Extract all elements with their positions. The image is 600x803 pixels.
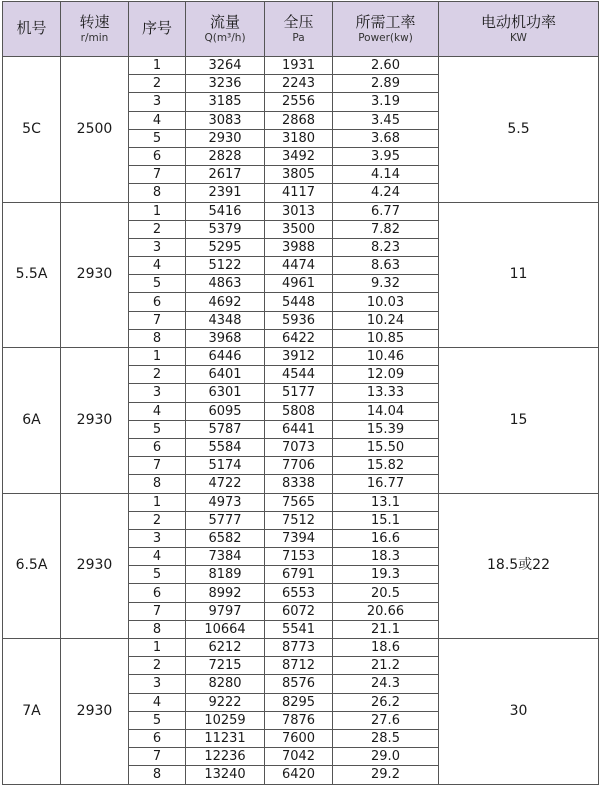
seq-cell: 6 [129, 293, 186, 311]
flow-cell: 4863 [186, 275, 265, 293]
flow-cell: 5174 [186, 457, 265, 475]
pressure-cell: 8338 [265, 475, 333, 493]
speed-cell: 2930 [61, 493, 129, 639]
seq-cell: 7 [129, 311, 186, 329]
pressure-cell: 7565 [265, 493, 333, 511]
seq-cell: 7 [129, 166, 186, 184]
power-cell: 15.39 [333, 420, 439, 438]
pressure-cell: 7512 [265, 511, 333, 529]
pressure-cell: 7153 [265, 548, 333, 566]
seq-cell: 4 [129, 402, 186, 420]
pressure-cell: 5448 [265, 293, 333, 311]
power-cell: 3.45 [333, 111, 439, 129]
power-cell: 16.77 [333, 475, 439, 493]
power-cell: 18.6 [333, 639, 439, 657]
pressure-cell: 4474 [265, 257, 333, 275]
seq-cell: 7 [129, 602, 186, 620]
flow-cell: 6446 [186, 348, 265, 366]
seq-cell: 1 [129, 493, 186, 511]
pressure-cell: 2243 [265, 75, 333, 93]
power-cell: 21.1 [333, 620, 439, 638]
seq-cell: 1 [129, 639, 186, 657]
flow-cell: 11231 [186, 729, 265, 747]
power-cell: 15.82 [333, 457, 439, 475]
pressure-cell: 8576 [265, 675, 333, 693]
pressure-cell: 3013 [265, 202, 333, 220]
seq-cell: 8 [129, 766, 186, 784]
header-speed: 转速 r/min [61, 2, 129, 57]
header-model: 机号 [3, 2, 61, 57]
header-motor-power: 电动机功率 KW [439, 2, 599, 57]
pressure-cell: 4117 [265, 184, 333, 202]
pressure-cell: 7042 [265, 748, 333, 766]
flow-cell: 10664 [186, 620, 265, 638]
flow-cell: 3968 [186, 329, 265, 347]
pressure-cell: 8773 [265, 639, 333, 657]
pressure-cell: 7394 [265, 529, 333, 547]
seq-cell: 2 [129, 657, 186, 675]
pressure-cell: 1931 [265, 57, 333, 75]
power-cell: 21.2 [333, 657, 439, 675]
power-cell: 10.03 [333, 293, 439, 311]
power-cell: 24.3 [333, 675, 439, 693]
pressure-cell: 8712 [265, 657, 333, 675]
flow-cell: 5787 [186, 420, 265, 438]
pressure-cell: 3912 [265, 348, 333, 366]
seq-cell: 3 [129, 93, 186, 111]
power-cell: 19.3 [333, 566, 439, 584]
header-seq: 序号 [129, 2, 186, 57]
flow-cell: 5379 [186, 220, 265, 238]
power-cell: 10.46 [333, 348, 439, 366]
seq-cell: 8 [129, 475, 186, 493]
power-cell: 29.2 [333, 766, 439, 784]
seq-cell: 6 [129, 438, 186, 456]
power-cell: 26.2 [333, 693, 439, 711]
power-cell: 13.1 [333, 493, 439, 511]
speed-cell: 2930 [61, 348, 129, 494]
seq-cell: 7 [129, 748, 186, 766]
flow-cell: 4692 [186, 293, 265, 311]
flow-cell: 6212 [186, 639, 265, 657]
motor-power-cell: 15 [439, 348, 599, 494]
pressure-cell: 6441 [265, 420, 333, 438]
table-body [3, 57, 599, 785]
power-cell: 3.68 [333, 129, 439, 147]
table-row [3, 639, 599, 657]
power-cell: 14.04 [333, 402, 439, 420]
model-cell: 5C [3, 57, 61, 203]
seq-cell: 4 [129, 111, 186, 129]
pressure-cell: 8295 [265, 693, 333, 711]
seq-cell: 8 [129, 329, 186, 347]
seq-cell: 8 [129, 184, 186, 202]
flow-cell: 6582 [186, 529, 265, 547]
seq-cell: 5 [129, 566, 186, 584]
power-cell: 2.89 [333, 75, 439, 93]
seq-cell: 1 [129, 202, 186, 220]
header-pressure: 全压 Pa [265, 2, 333, 57]
fan-performance-table [2, 1, 599, 785]
table-row [3, 348, 599, 366]
pressure-cell: 7706 [265, 457, 333, 475]
model-cell: 5.5A [3, 202, 61, 348]
flow-cell: 3236 [186, 75, 265, 93]
power-cell: 10.24 [333, 311, 439, 329]
seq-cell: 1 [129, 57, 186, 75]
flow-cell: 3185 [186, 93, 265, 111]
pressure-cell: 6072 [265, 602, 333, 620]
power-cell: 12.09 [333, 366, 439, 384]
seq-cell: 1 [129, 348, 186, 366]
seq-cell: 6 [129, 147, 186, 165]
pressure-cell: 7600 [265, 729, 333, 747]
table-row [3, 57, 599, 75]
flow-cell: 5416 [186, 202, 265, 220]
model-cell: 6A [3, 348, 61, 494]
seq-cell: 2 [129, 220, 186, 238]
flow-cell: 13240 [186, 766, 265, 784]
pressure-cell: 5808 [265, 402, 333, 420]
table-header [3, 2, 599, 57]
power-cell: 8.63 [333, 257, 439, 275]
flow-cell: 9797 [186, 602, 265, 620]
flow-cell: 2828 [186, 147, 265, 165]
power-cell: 20.66 [333, 602, 439, 620]
flow-cell: 4722 [186, 475, 265, 493]
seq-cell: 7 [129, 457, 186, 475]
seq-cell: 3 [129, 529, 186, 547]
seq-cell: 5 [129, 420, 186, 438]
pressure-cell: 6422 [265, 329, 333, 347]
table-row [3, 493, 599, 511]
power-cell: 4.14 [333, 166, 439, 184]
flow-cell: 7215 [186, 657, 265, 675]
power-cell: 13.33 [333, 384, 439, 402]
power-cell: 3.19 [333, 93, 439, 111]
flow-cell: 5295 [186, 238, 265, 256]
pressure-cell: 3492 [265, 147, 333, 165]
pressure-cell: 7073 [265, 438, 333, 456]
pressure-cell: 5177 [265, 384, 333, 402]
flow-cell: 2617 [186, 166, 265, 184]
power-cell: 27.6 [333, 711, 439, 729]
power-cell: 9.32 [333, 275, 439, 293]
pressure-cell: 3500 [265, 220, 333, 238]
power-cell: 10.85 [333, 329, 439, 347]
power-cell: 29.0 [333, 748, 439, 766]
header-power-required: 所需工率 Power(kw) [333, 2, 439, 57]
pressure-cell: 2556 [265, 93, 333, 111]
pressure-cell: 6553 [265, 584, 333, 602]
pressure-cell: 4961 [265, 275, 333, 293]
seq-cell: 2 [129, 366, 186, 384]
seq-cell: 6 [129, 729, 186, 747]
model-cell: 7A [3, 639, 61, 785]
flow-cell: 3264 [186, 57, 265, 75]
power-cell: 6.77 [333, 202, 439, 220]
power-cell: 4.24 [333, 184, 439, 202]
seq-cell: 3 [129, 384, 186, 402]
flow-cell: 6401 [186, 366, 265, 384]
power-cell: 15.1 [333, 511, 439, 529]
flow-cell: 3083 [186, 111, 265, 129]
flow-cell: 5584 [186, 438, 265, 456]
flow-cell: 6301 [186, 384, 265, 402]
header-flow: 流量 Q(m³/h) [186, 2, 265, 57]
seq-cell: 2 [129, 511, 186, 529]
flow-cell: 5777 [186, 511, 265, 529]
flow-cell: 9222 [186, 693, 265, 711]
flow-cell: 2391 [186, 184, 265, 202]
seq-cell: 4 [129, 548, 186, 566]
pressure-cell: 3988 [265, 238, 333, 256]
power-cell: 15.50 [333, 438, 439, 456]
power-cell: 18.3 [333, 548, 439, 566]
power-cell: 7.82 [333, 220, 439, 238]
model-cell: 6.5A [3, 493, 61, 639]
speed-cell: 2930 [61, 202, 129, 348]
motor-power-cell: 30 [439, 639, 599, 785]
pressure-cell: 3180 [265, 129, 333, 147]
flow-cell: 6095 [186, 402, 265, 420]
pressure-cell: 6791 [265, 566, 333, 584]
seq-cell: 6 [129, 584, 186, 602]
seq-cell: 5 [129, 711, 186, 729]
flow-cell: 5122 [186, 257, 265, 275]
pressure-cell: 6420 [265, 766, 333, 784]
motor-power-cell: 5.5 [439, 57, 599, 203]
seq-cell: 8 [129, 620, 186, 638]
speed-cell: 2500 [61, 57, 129, 203]
seq-cell: 5 [129, 129, 186, 147]
flow-cell: 10259 [186, 711, 265, 729]
power-cell: 2.60 [333, 57, 439, 75]
seq-cell: 5 [129, 275, 186, 293]
flow-cell: 2930 [186, 129, 265, 147]
flow-cell: 8280 [186, 675, 265, 693]
motor-power-cell: 11 [439, 202, 599, 348]
flow-cell: 4348 [186, 311, 265, 329]
flow-cell: 8189 [186, 566, 265, 584]
speed-cell: 2930 [61, 639, 129, 785]
pressure-cell: 5541 [265, 620, 333, 638]
seq-cell: 3 [129, 238, 186, 256]
power-cell: 3.95 [333, 147, 439, 165]
power-cell: 8.23 [333, 238, 439, 256]
power-cell: 16.6 [333, 529, 439, 547]
table-row [3, 202, 599, 220]
motor-power-cell: 18.5或22 [439, 493, 599, 639]
flow-cell: 7384 [186, 548, 265, 566]
flow-cell: 4973 [186, 493, 265, 511]
seq-cell: 3 [129, 675, 186, 693]
pressure-cell: 3805 [265, 166, 333, 184]
flow-cell: 12236 [186, 748, 265, 766]
seq-cell: 4 [129, 257, 186, 275]
pressure-cell: 4544 [265, 366, 333, 384]
pressure-cell: 2868 [265, 111, 333, 129]
seq-cell: 4 [129, 693, 186, 711]
power-cell: 28.5 [333, 729, 439, 747]
flow-cell: 8992 [186, 584, 265, 602]
power-cell: 20.5 [333, 584, 439, 602]
pressure-cell: 5936 [265, 311, 333, 329]
seq-cell: 2 [129, 75, 186, 93]
pressure-cell: 7876 [265, 711, 333, 729]
